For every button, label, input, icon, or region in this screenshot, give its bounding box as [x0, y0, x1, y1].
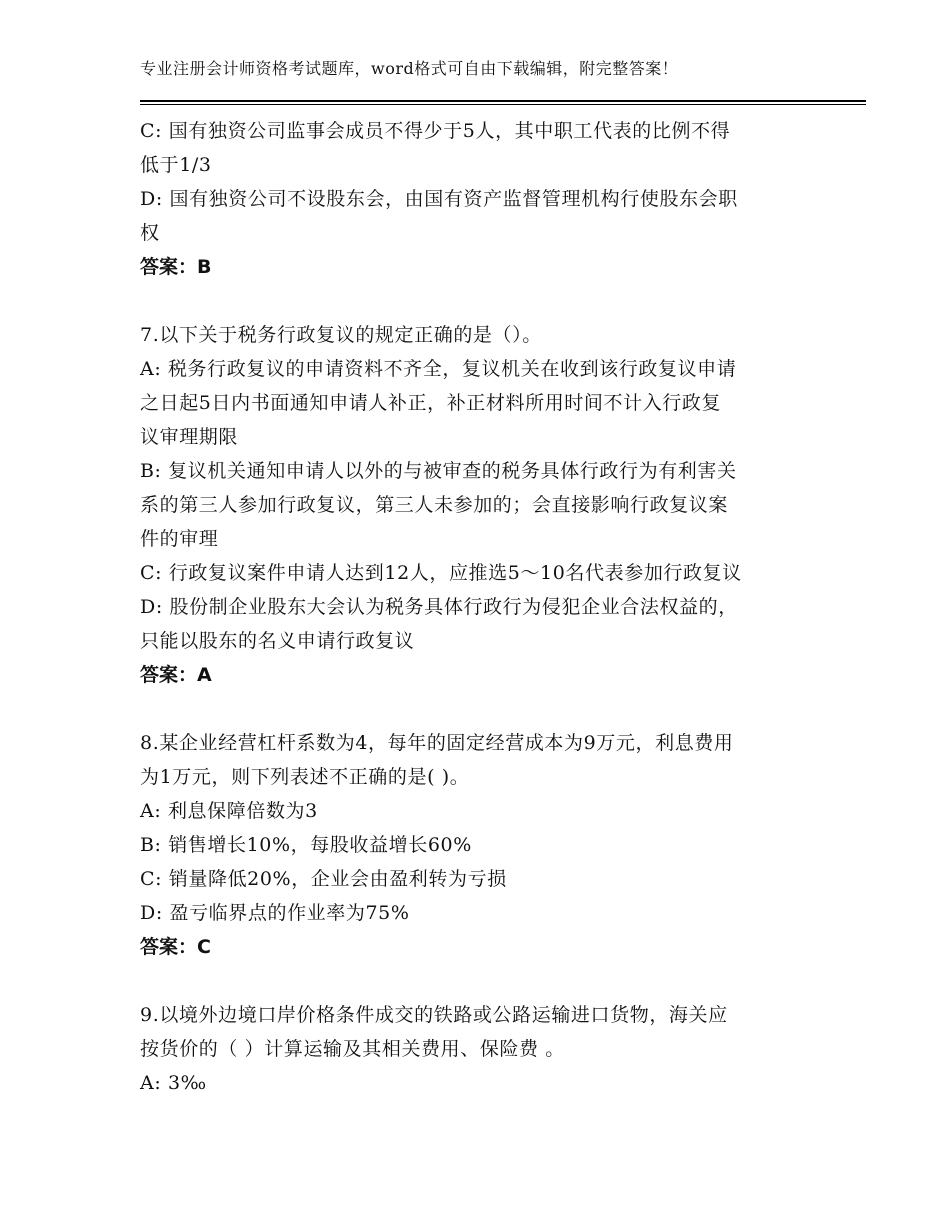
option-line: D: 国有独资公司不设股东会，由国有资产监督管理机构行使股东会职	[140, 188, 738, 210]
question-stem: 9.以境外边境口岸价格条件成交的铁路或公路运输进口货物，海关应	[140, 1004, 728, 1026]
option-c: C: 销量降低20%，企业会由盈利转为亏损	[140, 868, 507, 890]
option-line: B: 复议机关通知申请人以外的与被审查的税务具体行政行为有利害关	[140, 460, 737, 482]
option-a: A: 利息保障倍数为3	[140, 800, 318, 822]
question-content	[140, 114, 820, 1100]
header-rule-thin	[140, 104, 866, 105]
question-stem: 7.以下关于税务行政复议的规定正确的是（）。	[140, 324, 542, 346]
option-line: 权	[140, 222, 160, 244]
option-line: 系的第三人参加行政复议，第三人未参加的；会直接影响行政复议案	[140, 494, 729, 516]
answer-label: 答案：A	[140, 664, 212, 686]
option-line: 件的审理	[140, 528, 219, 550]
question-9	[140, 998, 820, 1100]
question-7	[140, 318, 820, 692]
option-line: D: 股份制企业股东大会认为税务具体行政行为侵犯企业合法权益的，	[140, 596, 738, 618]
option-b: B: 销售增长10%，每股收益增长60%	[140, 834, 472, 856]
option-line: 议审理期限	[140, 426, 239, 448]
option-line: C: 国有独资公司监事会成员不得少于5人，其中职工代表的比例不得	[140, 120, 731, 142]
answer-label: 答案：B	[140, 256, 212, 278]
option-d	[140, 182, 820, 250]
prev-question	[140, 114, 820, 284]
option-line: 之日起5日内书面通知申请人补正，补正材料所用时间不计入行政复	[140, 392, 722, 414]
option-d: D: 盈亏临界点的作业率为75%	[140, 902, 410, 924]
option-d	[140, 590, 820, 658]
option-c	[140, 114, 820, 182]
spacer	[140, 964, 820, 998]
option-b	[140, 454, 820, 556]
option-line: 只能以股东的名义申请行政复议	[140, 630, 415, 652]
option-line: C: 行政复议案件申请人达到12人，应推选5～10名代表参加行政复议	[140, 562, 742, 584]
spacer	[140, 284, 820, 318]
question-8	[140, 726, 820, 964]
option-a: A: 3‰	[140, 1072, 207, 1094]
page-header: 专业注册会计师资格考试题库，word格式可自由下载编辑，附完整答案！	[140, 59, 679, 78]
question-stem: 为1万元，则下列表述不正确的是( )。	[140, 766, 470, 788]
answer-label: 答案：C	[140, 936, 211, 958]
question-stem: 8.某企业经营杠杆系数为4，每年的固定经营成本为9万元，利息费用	[140, 732, 734, 754]
header-rule-thick	[140, 100, 866, 102]
option-line: 低于1/3	[140, 154, 212, 176]
question-stem: 按货价的（ ）计算运输及其相关费用、保险费 。	[140, 1038, 565, 1060]
option-c	[140, 556, 820, 590]
spacer	[140, 692, 820, 726]
option-line: A: 税务行政复议的申请资料不齐全，复议机关在收到该行政复议申请	[140, 358, 737, 380]
option-a	[140, 352, 820, 454]
